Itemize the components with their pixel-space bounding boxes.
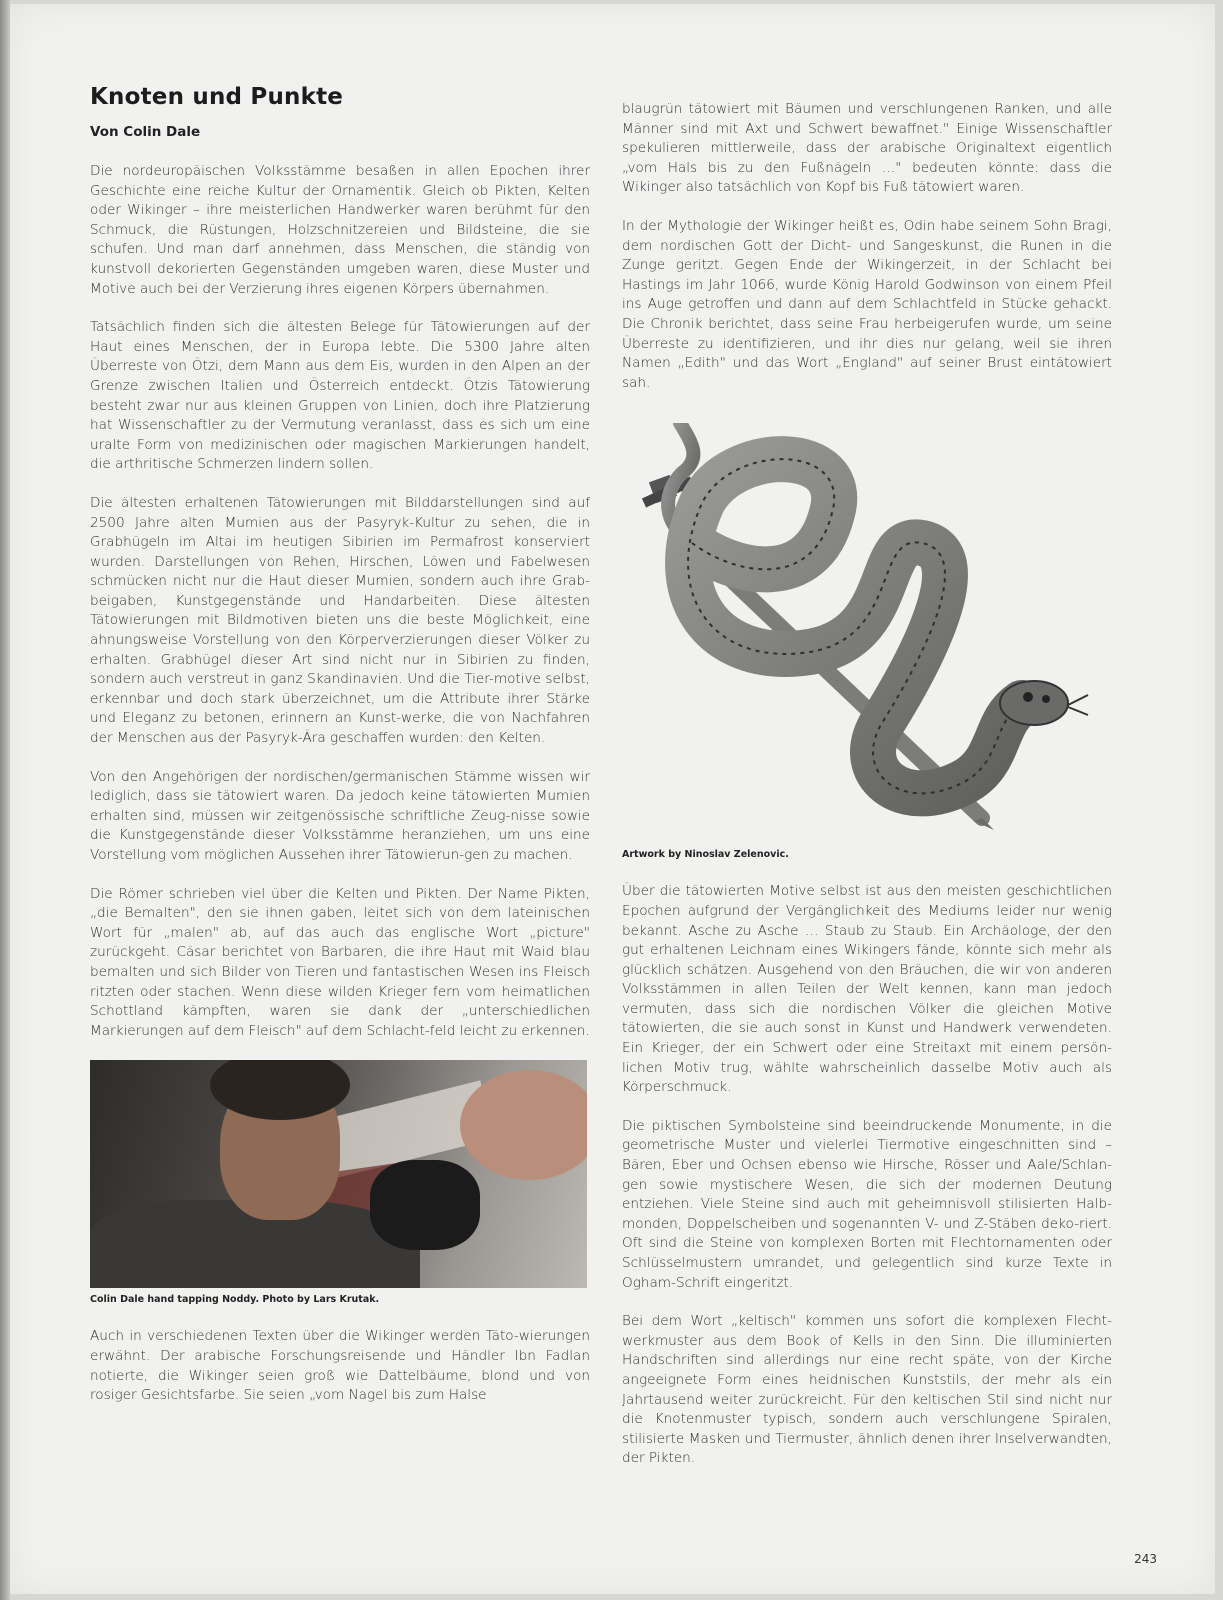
- paragraph-wikinger-texte: Auch in verschiedenen Texten über die Wikinger werden Täto-wierungen erwähnt. Der arabische Forschungsreisende und Händler Ibn Fadlan notierte, die Wikinger seien groß wie Dattelbäume, blond und von rosiger Gesichtsfarbe. Sie seien „vom Nagel bis zum Halse: [90, 1328, 590, 1404]
- paragraph-roemer: Die Römer schrieben viel über die Kelten und Pikten. Der Name Pikten, „die Bemalten", den sie ihnen gaben, leitet sich von dem lateinischen Wort für „malen" ab, auf das auch das englische Wort „picture" zurückgeht. Cäsar berichtet von Barbaren, die ihre Haut mit Waid blau bemalten und sich Bilder von Tieren und fantastischen Wesen ins Fleisch ritzten oder stachen. Wenn diese wilden Krieger fern vom heimatlichen Schottland kämpften, waren sie dank der „unterschiedlichen Markierungen auf dem Fleisch" auf dem Schlacht-feld leicht zu erkennen.: [90, 885, 590, 1039]
- paragraph-germanen: Von den Angehörigen der nordischen/germanischen Stämme wissen wir lediglich, dass sie tätowiert waren. Da jedoch keine tätowierten Mumien erhalten sind, müssen wir zeitgenössische schriftliche Zeug-nisse sowie die Kunstgegenstände dieser Volksstämme heranziehen, um uns eine Vorstellung vom möglichen Aussehen ihrer Tätowierun-gen zu machen.: [90, 768, 590, 863]
- left-column: [90, 84, 590, 1425]
- page-number: 243: [1134, 1552, 1157, 1566]
- right-column: [622, 100, 1112, 1488]
- paragraph-odin: In der Mythologie der Wikinger heißt es, Odin habe seinem Sohn Bragi, dem nordischen Gott der Dicht- und Sangeskunst, die Runen in die Zunge geritzt. Gegen Ende der Wikingerzeit, in der Schlacht bei Hastings im Jahr 1066, wurde König Harold Godwinson von einem Pfeil ins Auge getroffen und dann auf dem Schlachtfeld in Stücke gehackt. Die Chronik berichtet, dass seine Frau herbeigerufen wurde, um seine Überreste zu identifizieren, und ihr dies nur gelang, weil sie ihren Namen „Edith" und das Wort „England" auf seiner Brust eintätowiert sah.: [622, 217, 1112, 391]
- snake-sword-artwork: [622, 423, 1112, 843]
- artwork-caption: Artwork by Ninoslav Zelenovic.: [622, 849, 789, 861]
- photo-gloved-hands: [370, 1160, 480, 1250]
- article-byline: Von Colin Dale: [90, 124, 201, 140]
- photo-caption: Colin Dale hand tapping Noddy. Photo by Lars Krutak.: [90, 1294, 380, 1306]
- paragraph-keltisch: Bei dem Wort „keltisch" kommen uns sofort die komplexen Flecht-werkmuster aus dem Book of Kells in den Sinn. Die illuminierten Handschriften sind allerdings nur eine recht späte, von der Kirche angeeignete Form eines heidnischen Kunststils, der mehr als ein Jahrtausend weiter zurückreicht. Für den keltischen Stil sind nicht nur die Knotenmuster typisch, sondern auch verschlungene Spiralen, stilisierte Masken und Tiermuster, ähnlich denen ihrer Inselverwandten, der Pikten.: [622, 1313, 1112, 1467]
- paragraph-ibn-fadlan: blaugrün tätowiert mit Bäumen und verschlungenen Ranken, und alle Männer sind mit Axt und Schwert bewaffnet." Einige Wissenschaftler spekulieren mittlerweile, dass der arabische Originaltext eigentlich „vom Hals bis zu den Fußnägeln …" bedeuten könnte: dass die Wikinger also tatsächlich von Kopf bis Fuß tätowiert waren.: [622, 101, 1112, 196]
- book-spine-shadow: [0, 0, 10, 1600]
- tattoo-session-photo: [90, 1060, 587, 1288]
- paragraph-ornamentik: Die nordeuropäischen Volksstämme besaßen in allen Epochen ihrer Geschichte eine reiche Kultur der Ornamentik. Gleich ob Pikten, Kelten oder Wikinger – ihre meisterlichen Handwerker waren berühmt für den Schmuck, die Rüstungen, Holzschnitzereien und Bildsteine, die sie schufen. Und man darf annehmen, dass Menschen, die ständig von kunstvoll dekorierten Gegenständen umgeben waren, diese Muster und Motive auch bei der Verzierung ihres eigenen Körpers übernahmen.: [90, 163, 590, 297]
- photo-client-head: [460, 1070, 587, 1180]
- paragraph-symbolsteine: Die piktischen Symbolsteine sind beeindruckende Monumente, in die geometrische Muster und vielerlei Tiermotive eingeschnitten sind – Bären, Eber und Ochsen ebenso wie Hirsche, Rösser und Aale/Schlan-gen sowie mystischere Wesen, die sich der modernen Deutung entziehen. Viele Steine sind auch mit geheimnisvoll stilisierten Halb-monden, Doppelscheiben und sogenannten V- und Z-Stäben deko-riert. Oft sind die Steine von komplexen Borten mit Flechtornamenten oder Schlüsselmustern umrandet, und gelegentlich sind kurze Texte in Ogham-Schrift eingeritzt.: [622, 1117, 1112, 1291]
- article-title: Knoten und Punkte: [90, 84, 344, 110]
- magazine-page: [10, 4, 1215, 1594]
- paragraph-motive: Über die tätowierten Motive selbst ist aus den meisten geschichtlichen Epochen aufgrund der Vergänglichkeit des Mediums leider nur wenig bekannt. Asche zu Asche … Staub zu Staub. Ein Archäologe, der den gut erhaltenen Leichnam eines Wikingers fände, könnte sich mehr als glücklich schätzen. Ausgehend von den Bräuchen, die wir von anderen Volksstämmen in allen Teilen der Welt kennen, kann man jedoch vermuten, dass sich die nordischen Völker die gleichen Motive tätowierten, die sie auch sonst in Kunst und Handwerk verwendeten. Ein Krieger, der ein Schwert oder eine Streitaxt mit einem persön-lichen Motiv trug, wählte wahrscheinlich dasselbe Motiv auch als Körperschmuck.: [622, 883, 1112, 1096]
- paragraph-oetzi: Tatsächlich finden sich die ältesten Belege für Tätowierungen auf der Haut eines Menschen, der in Europa lebte. Die 5300 Jahre alten Überreste von Ötzi, dem Mann aus dem Eis, wurden in den Alpen an der Grenze zwischen Italien und Österreich entdeckt. Ötzis Tätowierung besteht zwar nur aus kleinen Gruppen von Linien, doch ihre Platzierung hat Wissenschaftler zu der Vermutung veranlasst, dass es sich um eine uralte Form von medizinischen oder magischen Markierungen handelt, die arthritische Schmerzen lindern sollen.: [90, 319, 590, 473]
- paragraph-pasyryk: Die ältesten erhaltenen Tätowierungen mit Bilddarstellungen sind auf 2500 Jahre alten Mumien aus der Pasyryk-Kultur zu sehen, die in Grabhügeln im Altai im heutigen Sibirien im Permafrost konserviert wurden. Darstellungen von Rehen, Hirschen, Löwen und Fabelwesen schmücken nicht nur die Haut dieser Mumien, sondern auch ihre Grab-beigaben, Kunstgegenstände und Handarbeiten. Diese ältesten Tätowierungen mit Bildmotiven bieten uns die beste Möglichkeit, eine ahnungsweise Vorstellung von den Körperverzierungen dieser Völker zu erhalten. Grabhügel dieser Art sind nicht nur in Sibirien zu finden, sondern auch verstreut in ganz Skandinavien. Und die Tier-motive selbst, erkennbar und doch stark überzeichnet, um die Attribute ihrer Stärke und Eleganz zu betonen, erinnern an Kunst-werke, die von Nachfahren der Menschen aus der Pasyryk-Ära geschaffen wurden: den Kelten.: [90, 494, 590, 747]
- snake-sword-illustration: [622, 423, 1112, 843]
